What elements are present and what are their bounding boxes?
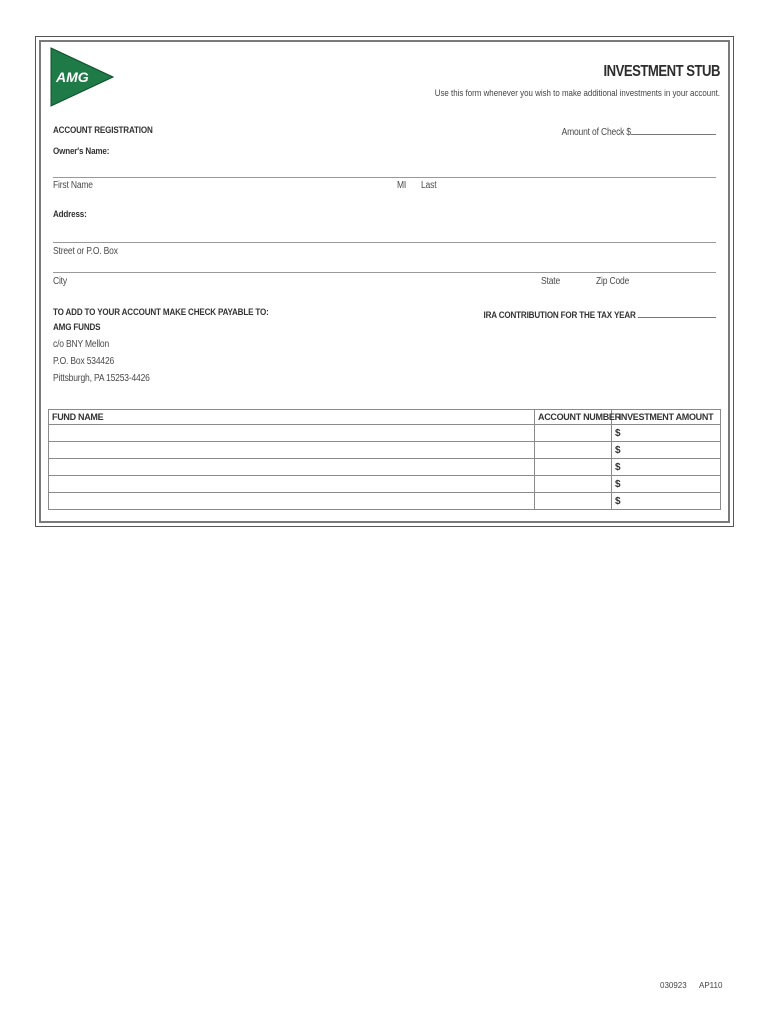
funds-table [48,409,721,510]
payable-heading: TO ADD TO YOUR ACCOUNT MAKE CHECK PAYABLE TO: [53,307,269,318]
mi-label: MI [397,180,407,191]
payable-address-line: Pittsburgh, PA 15253-4426 [53,373,150,384]
fund-name-cell[interactable] [49,459,535,476]
account-number-cell[interactable] [535,425,612,442]
investment-amount-cell[interactable] [612,425,721,442]
table-row [49,442,721,459]
dollar-sign: $ [615,478,621,490]
footer-date-code: 030923 [660,981,687,990]
table-header-row [49,410,721,425]
city-label: City [53,276,67,287]
city-input-line[interactable] [53,272,716,273]
account-number-cell[interactable] [535,476,612,493]
payable-address-line: c/o BNY Mellon [53,339,110,350]
investment-amount-cell[interactable] [612,476,721,493]
fund-name-cell[interactable] [49,476,535,493]
street-input-line[interactable] [53,242,716,243]
amg-logo [50,47,114,107]
dollar-sign: $ [615,444,621,456]
last-name-label: Last [421,180,437,191]
dollar-sign: $ [615,495,621,507]
form-title: INVESTMENT STUB [603,63,720,80]
street-label: Street or P.O. Box [53,246,118,257]
amount-of-check-field[interactable] [515,124,716,138]
account-registration-heading: ACCOUNT REGISTRATION [53,125,153,136]
fund-name-header: FUND NAME [49,410,535,425]
zip-code-label: Zip Code [596,276,630,287]
ira-tax-year-line [638,307,716,318]
amount-of-check-line [631,124,716,135]
fund-name-cell[interactable] [49,442,535,459]
logo-text: AMG [56,69,89,85]
form-subtitle: Use this form whenever you wish to make additional investments in your account. [434,88,720,98]
owner-name-input-line[interactable] [53,177,716,178]
investment-amount-cell[interactable] [612,442,721,459]
payable-company: AMG FUNDS [53,322,101,333]
address-label: Address: [53,209,87,220]
owner-name-label: Owner's Name: [53,146,110,157]
investment-amount-cell[interactable] [612,459,721,476]
account-number-header: ACCOUNT NUMBER [535,410,612,425]
dollar-sign: $ [615,427,621,439]
account-number-cell[interactable] [535,459,612,476]
table-row [49,459,721,476]
first-name-label: First Name [53,180,93,191]
amount-of-check-label: Amount of Check $ [561,127,631,138]
table-row [49,476,721,493]
investment-amount-cell[interactable] [612,493,721,510]
table-row [49,425,721,442]
footer-form-code: AP110 [699,981,723,990]
investment-amount-header: INVESTMENT AMOUNT [612,410,721,425]
ira-contribution-field[interactable] [464,307,716,321]
state-label: State [541,276,561,287]
ira-contribution-label: IRA CONTRIBUTION FOR THE TAX YEAR [483,310,636,321]
table-row [49,493,721,510]
account-number-cell[interactable] [535,493,612,510]
payable-address-line: P.O. Box 534426 [53,356,115,367]
fund-name-cell[interactable] [49,493,535,510]
account-number-cell[interactable] [535,442,612,459]
fund-name-cell[interactable] [49,425,535,442]
dollar-sign: $ [615,461,621,473]
